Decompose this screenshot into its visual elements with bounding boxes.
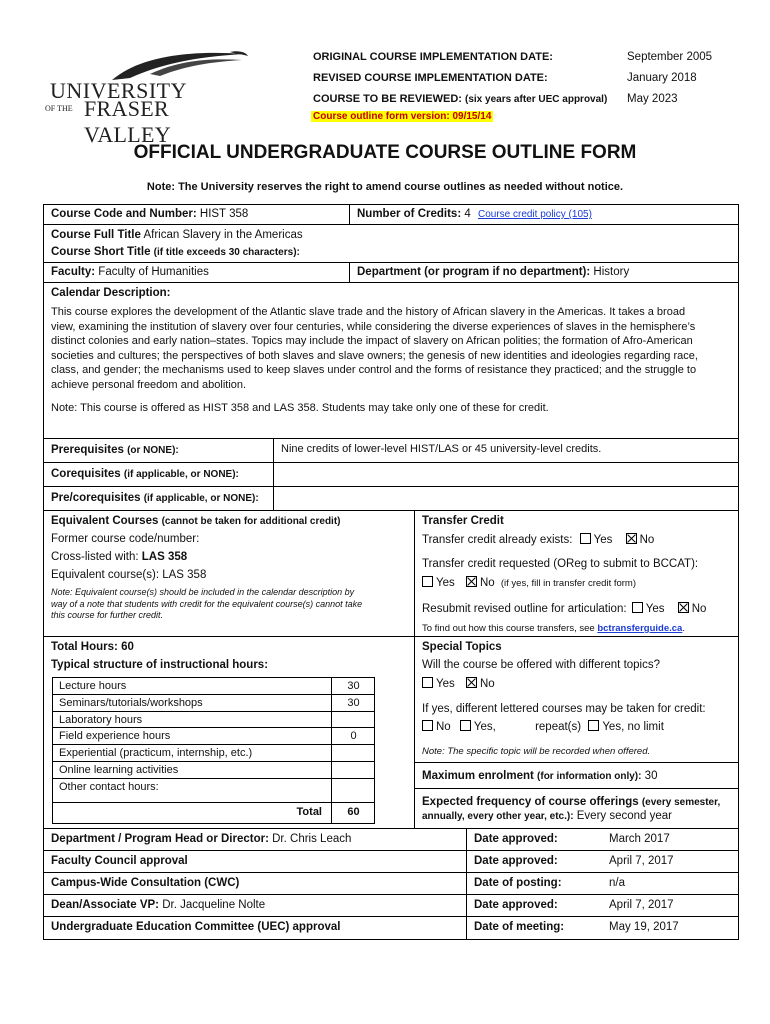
transfer-credit-label: Transfer Credit (422, 515, 504, 527)
approval-date-value[interactable]: March 2017 (609, 833, 670, 845)
precorequisites-value[interactable] (274, 487, 738, 510)
credits-field[interactable]: Number of Credits: 4 Course credit policy (105) (357, 208, 592, 220)
form-version: Course outline form version: 09/15/14 (313, 111, 492, 122)
prerequisites-label: Prerequisites (or NONE): (51, 444, 179, 456)
hours-row: Field experience hours 0 (53, 728, 374, 745)
logo-of-the-text: OF THE (45, 104, 73, 113)
offering-frequency-value-row: annually, every other year, etc.): Every second year (422, 810, 673, 822)
transfer-exists-row: Transfer credit already exists: Yes No (422, 534, 655, 546)
approval-date-value[interactable]: May 19, 2017 (609, 921, 679, 933)
lettered-no-checkbox[interactable] (422, 720, 433, 731)
equivalent-note: Note: Equivalent course(s) should be included in the calendar description by way of a note that students with credit for the equivalent course(s) cannot take this course for further credit. (51, 587, 363, 620)
hours-value-cell[interactable] (331, 779, 375, 802)
special-topics-yes-checkbox[interactable] (422, 677, 433, 688)
instructional-hours-table (52, 677, 375, 824)
approval-date-value[interactable]: April 7, 2017 (609, 899, 674, 911)
approval-left[interactable]: Department / Program Head or Director: Dr. Chris Leach (51, 833, 352, 845)
revised-date-value: January 2018 (627, 72, 697, 84)
prerequisites-value[interactable]: Nine credits of lower-level HIST/LAS or 45 university-level credits. (281, 443, 602, 455)
short-title-field[interactable]: Course Short Title (if title exceeds 30 characters): (51, 246, 300, 258)
total-hours-field: Total Hours: 60 (51, 641, 134, 653)
titles-row (44, 225, 738, 263)
lettered-yes-checkbox[interactable] (460, 720, 471, 731)
review-date-value: May 2023 (627, 93, 678, 105)
approval-row (44, 829, 738, 851)
original-date-value: September 2005 (627, 51, 713, 63)
transfer-requested-no-checkbox[interactable] (466, 576, 477, 587)
approval-left[interactable]: Faculty Council approval (51, 855, 188, 867)
transfer-exists-yes-checkbox[interactable] (580, 533, 591, 544)
approval-row (44, 873, 738, 895)
transfer-requested-row: Yes No (if yes, fill in transfer credit form) (422, 576, 636, 589)
hours-value-cell[interactable]: 0 (331, 728, 375, 744)
approval-left[interactable]: Campus-Wide Consultation (CWC) (51, 877, 240, 889)
equivalent-courses-label: Equivalent Courses (cannot be taken for additional credit) (51, 515, 341, 527)
approval-date-label: Date approved: (474, 855, 558, 867)
hours-row: Online learning activities (53, 762, 374, 779)
course-outline-form (43, 204, 739, 940)
hours-total-row (53, 803, 374, 823)
approval-date-label: Date of meeting: (474, 921, 565, 933)
hours-value-cell[interactable]: 30 (331, 678, 375, 694)
hours-row: Experiential (practicum, internship, etc.) (53, 745, 374, 762)
special-topics-options: Yes No (422, 677, 495, 690)
transfer-exists-no-checkbox[interactable] (626, 533, 637, 544)
hours-total-label: Total (296, 805, 322, 818)
approval-row (44, 917, 738, 939)
precorequisites-label: Pre/corequisites (if applicable, or NONE): (51, 492, 259, 504)
hours-row: Lecture hours 30 (53, 678, 374, 695)
corequisites-label: Corequisites (if applicable, or NONE): (51, 468, 239, 480)
hours-value-cell[interactable] (331, 745, 375, 761)
approval-date-value[interactable]: April 7, 2017 (609, 855, 674, 867)
approval-date-label: Date approved: (474, 899, 558, 911)
hours-row: Laboratory hours (53, 712, 374, 729)
university-logo (40, 50, 250, 147)
transfer-requested-label: Transfer credit requested (OReg to submit to BCCAT): (422, 558, 699, 570)
approval-date-value[interactable]: n/a (609, 877, 625, 889)
former-course-field[interactable]: Former course code/number: (51, 533, 200, 545)
prerequisites-row (44, 439, 738, 463)
approval-row (44, 851, 738, 873)
hours-row: Other contact hours: (53, 779, 374, 803)
review-date-note: (six years after UEC approval) (465, 94, 608, 105)
typical-structure-label: Typical structure of instructional hours: (51, 659, 269, 671)
lettered-courses-options: No Yes, repeat(s) Yes, no limit (422, 720, 664, 733)
calendar-label: Calendar Description: (51, 287, 171, 299)
approval-row (44, 895, 738, 917)
original-date-label: ORIGINAL COURSE IMPLEMENTATION DATE: (313, 51, 553, 63)
hours-value-cell[interactable] (331, 762, 375, 778)
department-field[interactable]: Department (or program if no department): History (357, 266, 630, 278)
notice-text: Note: The University reserves the right to amend course outlines as needed without notice. (146, 181, 624, 193)
approval-left[interactable]: Undergraduate Education Committee (UEC) approval (51, 921, 341, 933)
hours-row: Seminars/tutorials/workshops 30 (53, 695, 374, 712)
resubmit-yes-checkbox[interactable] (632, 602, 643, 613)
logo-fraser-valley-text: FRASER VALLEY (84, 96, 171, 147)
approval-left[interactable]: Dean/Associate VP: Dr. Jacqueline Nolte (51, 899, 266, 911)
lettered-courses-label: If yes, different lettered courses may be taken for credit: (422, 703, 706, 715)
lettered-nolimit-checkbox[interactable] (588, 720, 599, 731)
page-title: OFFICIAL UNDERGRADUATE COURSE OUTLINE FORM (133, 142, 637, 163)
review-date-row (313, 93, 607, 105)
corequisites-value[interactable] (274, 463, 738, 486)
transfer-guide-row: To find out how this course transfers, see bctransferguide.ca. (422, 623, 685, 634)
special-topics-no-checkbox[interactable] (466, 677, 477, 688)
course-code-field[interactable]: Course Code and Number: HIST 358 (51, 208, 249, 220)
approval-date-label: Date approved: (474, 833, 558, 845)
resubmit-no-checkbox[interactable] (678, 602, 689, 613)
revised-date-label: REVISED COURSE IMPLEMENTATION DATE: (313, 72, 548, 84)
special-topics-question: Will the course be offered with different topics? (422, 659, 661, 671)
calendar-description[interactable]: This course explores the development of the Atlantic slave trade and the history of African slavery in the Americas. It takes a broad view, examining the institution of slavery over four centuries, while considering the diverse experiences of slaves in the hemisphere’s distinct colonies and early nation–states. Topics may include the impact of slavery on African polities; the formation of Afro-American societies and cultures; the perspectives of both slaves and slave owners; the genesis of new identities and ideologies regarding race, class, and gender; the mechanisms used to keep slaves under control and the forms of resistance they practiced; and the struggle to achieve personal freedom and abolition. (51, 306, 698, 391)
review-date-label: COURSE TO BE REVIEWED: (313, 93, 462, 105)
bctransferguide-link[interactable]: bctransferguide.ca (597, 623, 683, 634)
hours-value-cell[interactable] (331, 712, 375, 728)
transfer-requested-yes-checkbox[interactable] (422, 576, 433, 587)
faculty-field[interactable]: Faculty: Faculty of Humanities (51, 266, 209, 278)
code-credits-row (44, 205, 738, 225)
calendar-note: Note: This course is offered as HIST 358 and LAS 358. Students may take only one of these for credit. (51, 402, 549, 414)
corequisites-row (44, 463, 738, 487)
cross-listed-field[interactable]: Cross-listed with: LAS 358 (51, 551, 188, 563)
equivalent-transfer-row (44, 511, 738, 637)
offering-frequency-field[interactable]: Expected frequency of course offerings (every semester, (422, 796, 721, 808)
hours-value-cell[interactable]: 30 (331, 695, 375, 711)
approval-date-label: Date of posting: (474, 877, 562, 889)
resubmit-row: Resubmit revised outline for articulation: Yes No (422, 603, 707, 615)
max-enrolment-field[interactable]: Maximum enrolment (for information only): 30 (422, 770, 658, 782)
logo-university-text: UNIVERSITY (50, 78, 187, 103)
precorequisites-row (44, 487, 738, 511)
calendar-description-row (44, 283, 738, 439)
special-topics-label: Special Topics (422, 641, 502, 653)
full-title-field[interactable]: Course Full Title African Slavery in the Americas (51, 229, 303, 241)
credit-policy-link[interactable]: Course credit policy (105) (477, 209, 592, 220)
special-topics-note: Note: The specific topic will be recorded when offered. (422, 746, 651, 757)
equivalent-course-field[interactable]: Equivalent course(s): LAS 358 (51, 569, 207, 581)
faculty-dept-row (44, 263, 738, 283)
hours-total-value[interactable]: 60 (331, 803, 375, 823)
